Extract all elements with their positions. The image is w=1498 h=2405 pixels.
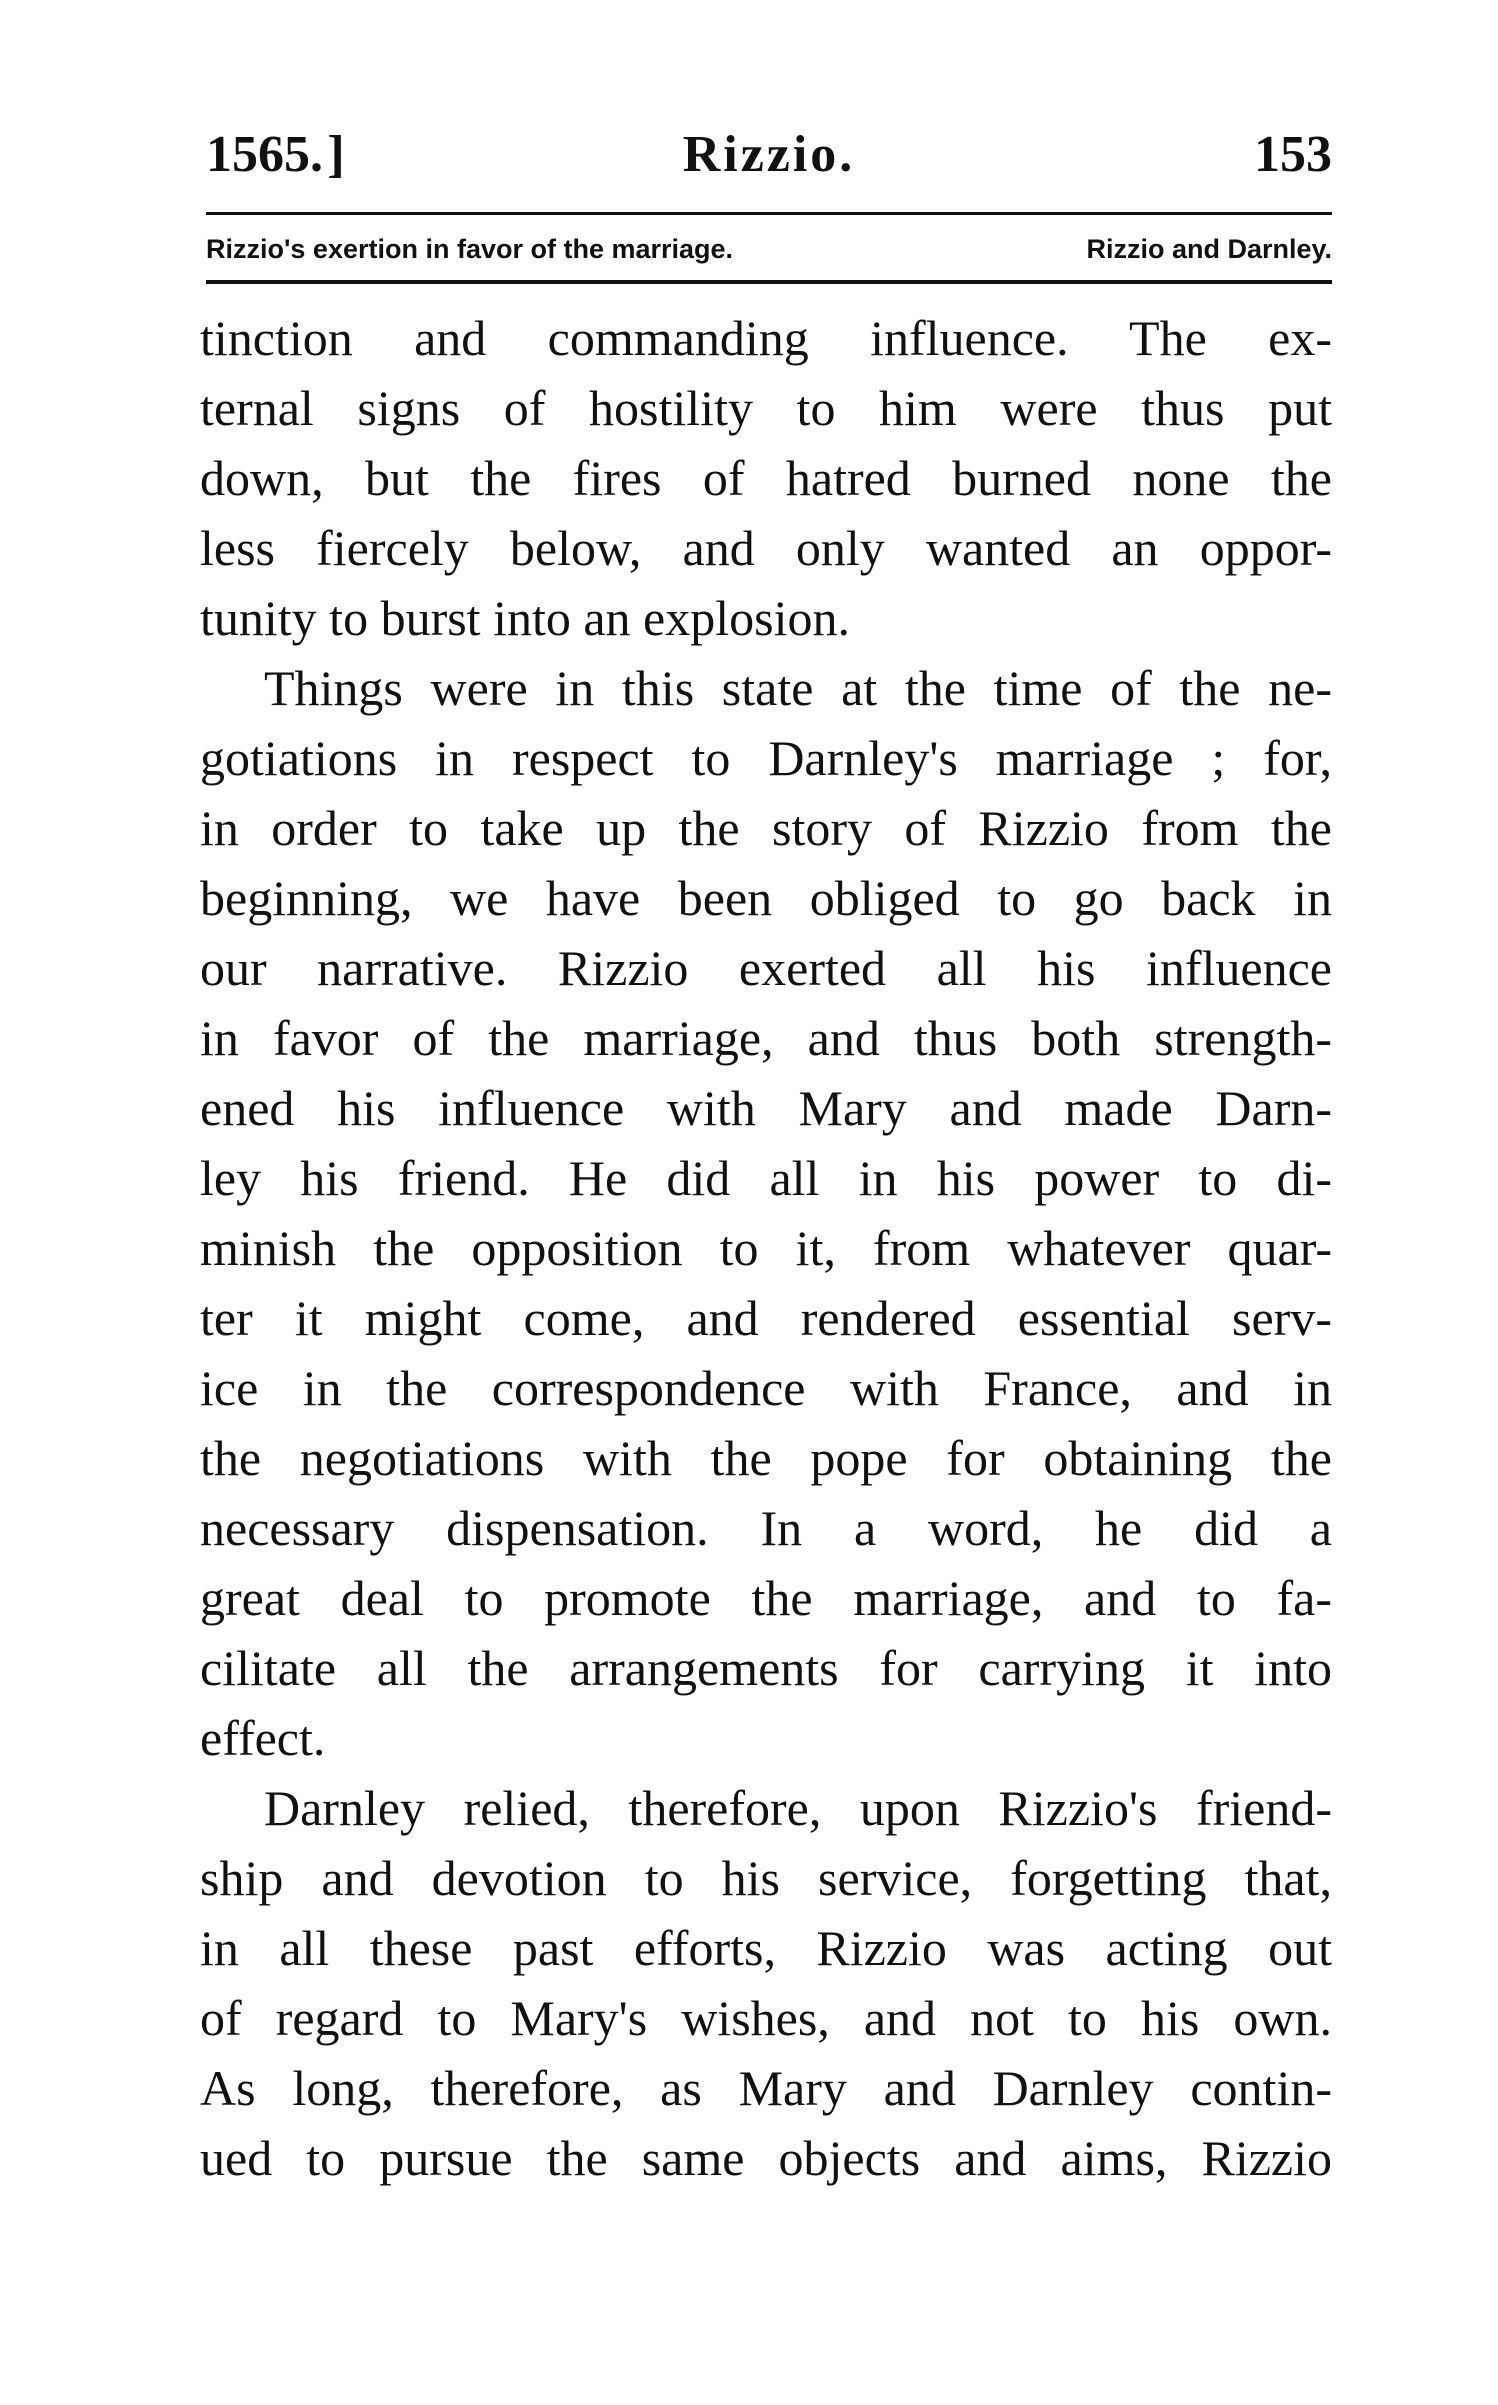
text-line: cilitate all the arrangements for carrying it into [200, 1640, 1332, 1696]
text-line: down, but the fires of hatred burned none the [200, 450, 1332, 506]
text-line: our narrative. Rizzio exerted all his influence [200, 940, 1332, 996]
text-line: necessary dispensation. In a word, he did a [200, 1500, 1332, 1556]
text-line: minish the opposition to it, from whatever quar- [200, 1220, 1332, 1276]
text-line: in all these past efforts, Rizzio was acting out [200, 1920, 1332, 1976]
text-line: Things were in this state at the time of the ne- [264, 660, 1332, 716]
header-year: 1565. ] [206, 126, 345, 183]
text-line: beginning, we have been obliged to go back in [200, 870, 1332, 926]
sidenote-right: Rizzio and Darnley. [1086, 234, 1332, 264]
sidenote-left: Rizzio's exertion in favor of the marriage. [206, 234, 734, 264]
text-line: tunity to burst into an explosion. [200, 590, 850, 646]
text-line: of regard to Mary's wishes, and not to his own. [200, 1990, 1332, 2046]
header-rule-bottom [206, 280, 1332, 284]
sidenote-bar [206, 224, 1332, 274]
body-text [200, 303, 1332, 2193]
header-rule-top [206, 212, 1332, 215]
text-line: ter it might come, and rendered essential serv- [200, 1290, 1332, 1346]
text-line: Darnley relied, therefore, upon Rizzio's friend- [264, 1780, 1332, 1836]
text-line: in order to take up the story of Rizzio from the [200, 800, 1332, 856]
text-line: tinction and commanding influence. The ex- [200, 310, 1332, 366]
text-line: in favor of the marriage, and thus both strength- [200, 1010, 1332, 1066]
text-line: great deal to promote the marriage, and to fa- [200, 1570, 1332, 1626]
running-head [206, 120, 1332, 190]
text-line: ley his friend. He did all in his power to di- [200, 1150, 1332, 1206]
text-line: the negotiations with the pope for obtaining the [200, 1430, 1332, 1486]
text-line: ternal signs of hostility to him were thus put [200, 380, 1332, 436]
page-number: 153 [1254, 126, 1332, 183]
text-line: gotiations in respect to Darnley's marriage ; for, [200, 730, 1332, 786]
header-title: Rizzio. [682, 126, 856, 183]
text-line: ship and devotion to his service, forgetting that, [200, 1850, 1332, 1906]
text-line: ened his influence with Mary and made Darn- [200, 1080, 1332, 1136]
text-line: ued to pursue the same objects and aims, Rizzio [200, 2130, 1332, 2186]
text-line: ice in the correspondence with France, and in [200, 1360, 1332, 1416]
text-line: As long, therefore, as Mary and Darnley contin- [200, 2060, 1332, 2116]
text-line: effect. [200, 1710, 326, 1766]
text-line: less fiercely below, and only wanted an oppor- [200, 520, 1332, 576]
